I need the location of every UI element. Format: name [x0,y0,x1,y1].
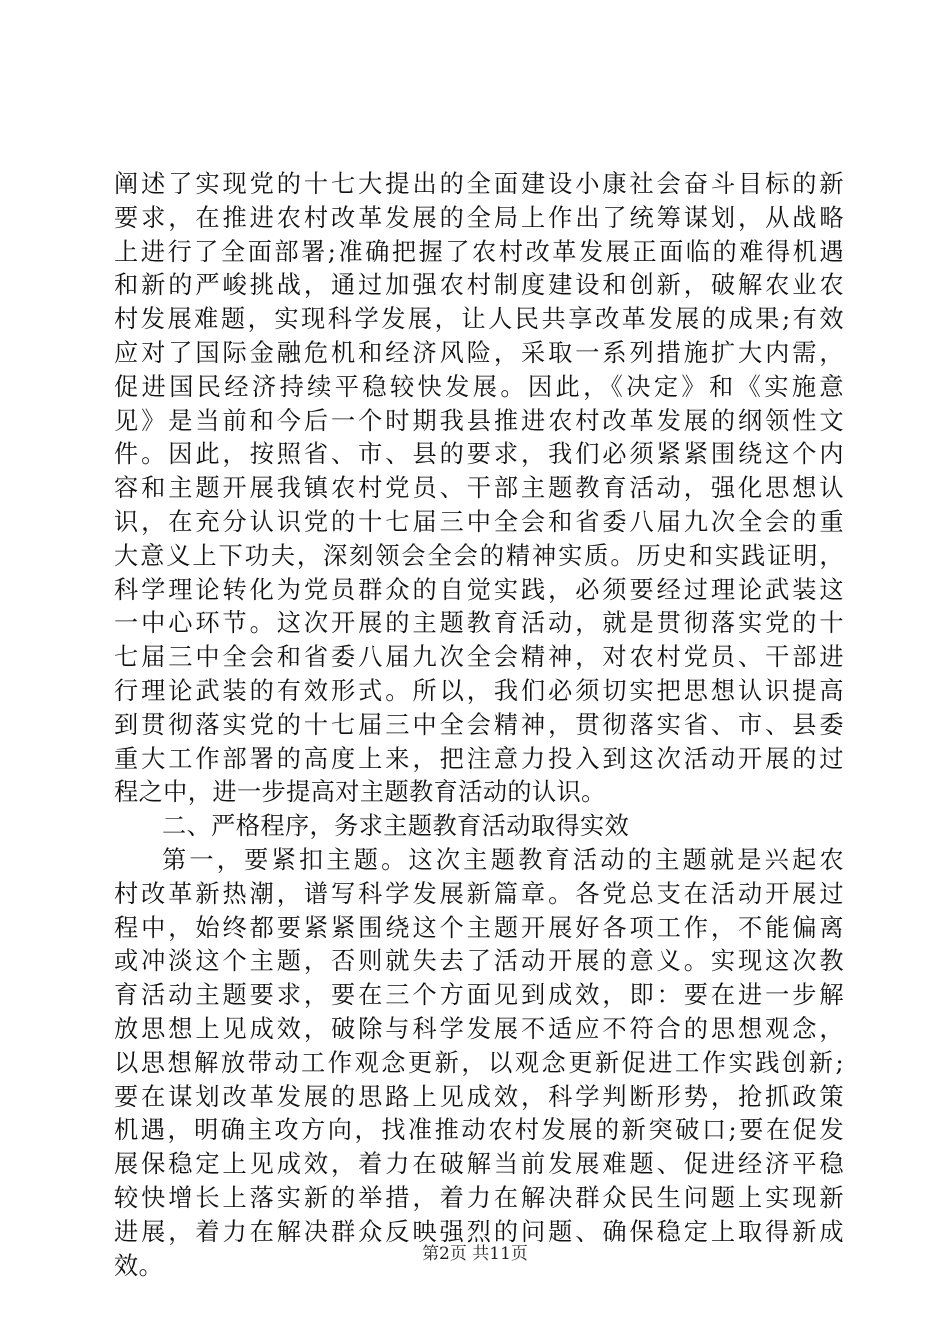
section-heading: 二、严格程序，务求主题教育活动取得实效 [162,812,630,841]
text-line: 放思想上见成效，破除与科学发展不适应不符合的思想观念， [114,1014,844,1043]
text-line: 一中心环节。这次开展的主题教育活动，就是贯彻落实党的十 [114,609,844,638]
text-line: 机遇，明确主攻方向，找准推动农村发展的新突破口;要在促发 [114,1116,844,1145]
page-footer: 第2页 共11页 [422,1244,528,1264]
text-line: 或冲淡这个主题，否则就失去了活动开展的意义。实现这次教 [114,947,844,976]
text-line: 容和主题开展我镇农村党员、干部主题教育活动，强化思想认 [114,474,844,503]
text-line: 程中，始终都要紧紧围绕这个主题开展好各项工作，不能偏离 [114,913,844,942]
text-line: 大意义上下功夫，深刻领会全会的精神实质。历史和实践证明， [114,541,844,570]
text-line: 要在谋划改革发展的思路上见成效，科学判断形势，抢抓政策 [114,1082,844,1111]
text-line: 育活动主题要求，要在三个方面见到成效，即：要在进一步解 [114,981,844,1010]
text-line: 七届三中全会和省委八届九次全会精神，对农村党员、干部进 [114,643,844,672]
text-line: 见》是当前和今后一个时期我县推进农村改革发展的纲领性文 [114,406,844,435]
text-line: 展保稳定上见成效，着力在破解当前发展难题、促进经济平稳 [114,1150,844,1179]
text-line: 村改革新热潮，谱写科学发展新篇章。各党总支在活动开展过 [114,879,844,908]
text-line: 效。 [114,1251,164,1280]
text-line: 较快增长上落实新的举措，着力在解决群众民生问题上实现新 [114,1183,844,1212]
text-line: 以思想解放带动工作观念更新，以观念更新促进工作实践创新; [114,1048,844,1077]
text-line: 识，在充分认识党的十七届三中全会和省委八届九次全会的重 [114,507,844,536]
text-line: 行理论武装的有效形式。所以，我们必须切实把思想认识提高 [114,676,844,705]
text-line: 进展，着力在解决群众反映强烈的问题、确保稳定上取得新成 [114,1217,844,1246]
text-line: 第一，要紧扣主题。这次主题教育活动的主题就是兴起农 [162,845,844,874]
text-line: 件。因此，按照省、市、县的要求，我们必须紧紧围绕这个内 [114,440,844,469]
text-line: 程之中，进一步提高对主题教育活动的认识。 [114,778,606,807]
text-line: 和新的严峻挑战，通过加强农村制度建设和创新，破解农业农 [114,271,844,300]
text-line: 到贯彻落实党的十七届三中全会精神，贯彻落实省、市、县委 [114,710,844,739]
text-line: 应对了国际金融危机和经济风险，采取一系列措施扩大内需， [114,338,844,367]
text-line: 要求，在推进农村改革发展的全局上作出了统筹谋划，从战略 [114,203,844,232]
text-line: 村发展难题，实现科学发展，让人民共享改革发展的成果;有效 [114,305,844,334]
text-line: 阐述了实现党的十七大提出的全面建设小康社会奋斗目标的新 [114,170,844,198]
text-line: 重大工作部署的高度上来，把注意力投入到这次活动开展的过 [114,744,844,773]
text-line: 促进国民经济持续平稳较快发展。因此，《决定》和《实施意 [114,372,844,401]
text-line: 科学理论转化为党员群众的自觉实践，必须要经过理论武装这 [114,575,844,604]
text-line: 上进行了全面部署;准确把握了农村改革发展正面临的难得机遇 [114,237,844,266]
document-body [114,168,844,1283]
